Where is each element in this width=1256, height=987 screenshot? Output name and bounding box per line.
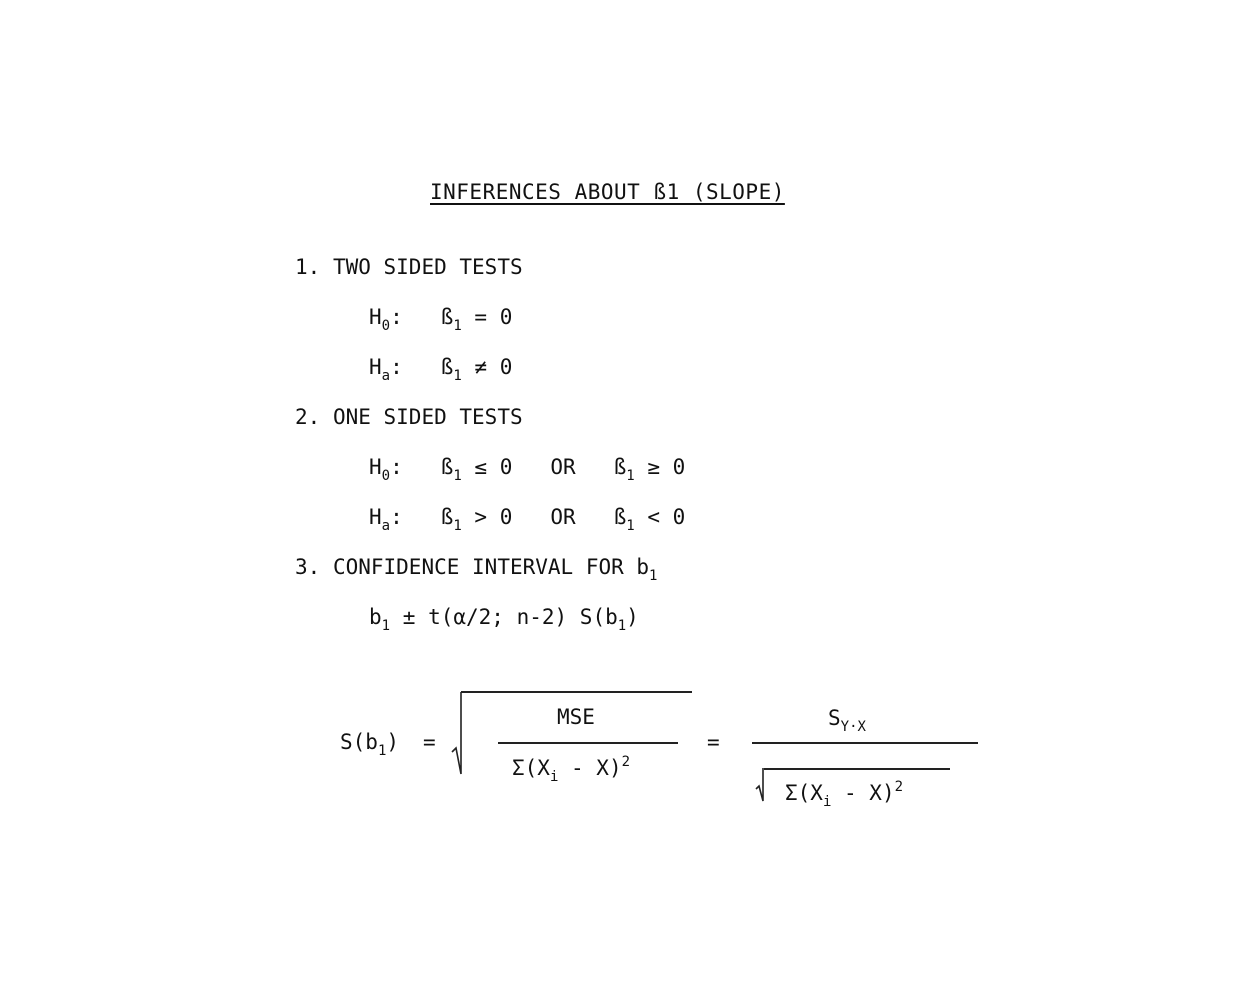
radical-bar-small <box>764 768 950 770</box>
fraction-2-denominator: $\Sigma(X_i - X)^2$ <box>785 779 904 810</box>
fraction-2-numerator: $S_{Y\cdot X}$ <box>828 706 866 735</box>
section-1-heading <box>295 257 523 278</box>
page-title: INFERENCES ABOUT ß1 (SLOPE) <box>430 180 785 204</box>
section-heading-text: TWO SIDED TESTS <box>332 255 523 279</box>
radical-sign-large <box>452 690 464 776</box>
null-hypothesis-two-sided: $H_0$: $ß_1 = 0$ <box>369 305 513 334</box>
alternative-hypothesis-one-sided: $H_a$: $ß_1 > 0$ OR $ß_1 < 0$ <box>369 505 686 534</box>
section-number: 2. <box>295 405 321 429</box>
section-number: 1. <box>295 255 321 279</box>
fraction-2-bar <box>752 742 978 744</box>
formula-lhs: $S(b_1)$ <box>340 730 400 759</box>
confidence-interval-formula: $b_1 \pm t(\alpha/2$; n-2) $S(b_1)$ <box>369 605 639 634</box>
alternative-hypothesis-two-sided: $H_a$: $ß_1 \ne 0$ <box>369 355 513 384</box>
section-2-heading <box>295 407 523 428</box>
null-hypothesis-one-sided: $H_0$: $ß_1 \le 0$ OR $ß_1 \ge 0$ <box>369 455 686 484</box>
section-3-heading: 3. CONFIDENCE INTERVAL FOR $b_1$ <box>295 555 658 584</box>
equals-sign: = <box>423 730 436 754</box>
section-heading-text: CONFIDENCE INTERVAL FOR b <box>332 555 650 579</box>
radical-sign-small <box>756 767 766 803</box>
fraction-1-denominator: $\Sigma(X_i - X)^2$ <box>512 754 631 785</box>
section-number: 3. <box>295 555 321 579</box>
section-heading-text: ONE SIDED TESTS <box>332 405 523 429</box>
equals-sign: = <box>707 730 720 754</box>
fraction-1-numerator: MSE <box>557 705 595 729</box>
radical-bar-large <box>461 691 692 693</box>
fraction-1-bar <box>498 742 678 744</box>
